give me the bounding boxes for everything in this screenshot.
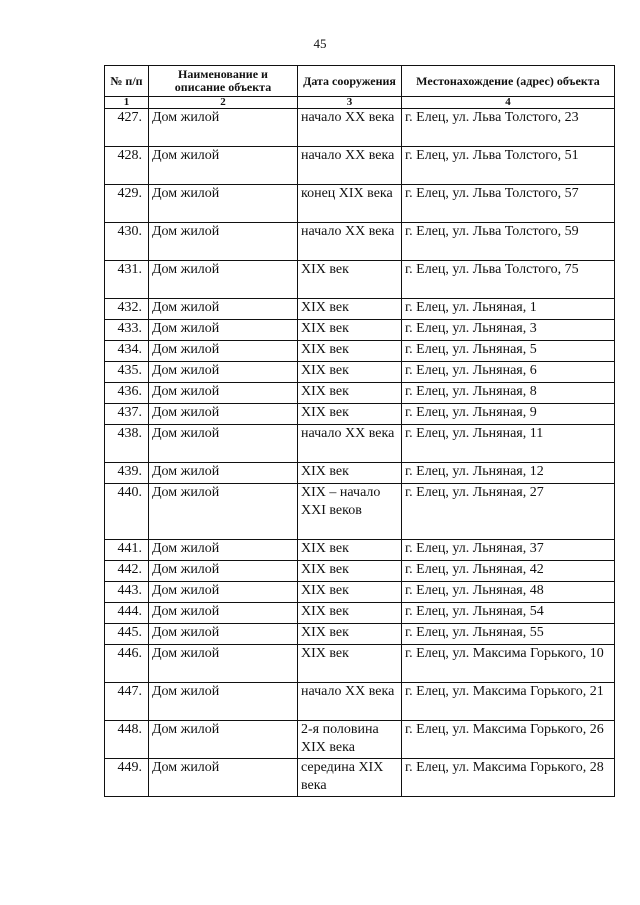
row-date: начало XX века — [298, 425, 402, 463]
row-name: Дом жилой — [149, 721, 298, 759]
row-date: 2-я половина XIX века — [298, 721, 402, 759]
row-address: г. Елец, ул. Льняная, 3 — [402, 320, 615, 341]
row-date: начало XX века — [298, 223, 402, 261]
table-row — [105, 320, 615, 341]
row-name: Дом жилой — [149, 683, 298, 721]
row-number: 434. — [105, 341, 149, 362]
header-number: № п/п — [105, 66, 149, 97]
row-number: 430. — [105, 223, 149, 261]
row-date: начало XX века — [298, 147, 402, 185]
row-address: г. Елец, ул. Льняная, 5 — [402, 341, 615, 362]
table-row — [105, 603, 615, 624]
row-name: Дом жилой — [149, 603, 298, 624]
page-number: 45 — [313, 36, 327, 51]
row-number: 440. — [105, 484, 149, 540]
row-name: Дом жилой — [149, 147, 298, 185]
table-row — [105, 404, 615, 425]
row-address: г. Елец, ул. Льняная, 11 — [402, 425, 615, 463]
row-name: Дом жилой — [149, 624, 298, 645]
row-date: XIX век — [298, 404, 402, 425]
row-name: Дом жилой — [149, 463, 298, 484]
row-address: г. Елец, ул. Льняная, 27 — [402, 484, 615, 540]
row-date: XIX век — [298, 463, 402, 484]
row-number: 445. — [105, 624, 149, 645]
row-number: 437. — [105, 404, 149, 425]
row-address: г. Елец, ул. Максима Горького, 26 — [402, 721, 615, 759]
row-date: XIX век — [298, 603, 402, 624]
row-name: Дом жилой — [149, 223, 298, 261]
column-index-row — [105, 97, 615, 109]
table-row — [105, 582, 615, 603]
objects-table — [104, 65, 615, 797]
row-number: 436. — [105, 383, 149, 404]
row-name: Дом жилой — [149, 425, 298, 463]
table-row — [105, 540, 615, 561]
row-date: начало XX века — [298, 109, 402, 147]
row-name: Дом жилой — [149, 759, 298, 797]
table-row — [105, 185, 615, 223]
row-date: XIX век — [298, 341, 402, 362]
row-date: XIX – начало XXI веков — [298, 484, 402, 540]
row-date: XIX век — [298, 383, 402, 404]
row-number: 428. — [105, 147, 149, 185]
row-address: г. Елец, ул. Максима Горького, 28 — [402, 759, 615, 797]
header-date: Дата сооружения — [298, 66, 402, 97]
table-header-row — [105, 66, 615, 97]
table-row — [105, 463, 615, 484]
table-row — [105, 341, 615, 362]
table-row — [105, 109, 615, 147]
table-row — [105, 624, 615, 645]
row-name: Дом жилой — [149, 362, 298, 383]
header-address: Местонахождение (адрес) объекта — [402, 66, 615, 97]
table-row — [105, 683, 615, 721]
row-address: г. Елец, ул. Льва Толстого, 59 — [402, 223, 615, 261]
table-row — [105, 299, 615, 320]
row-address: г. Елец, ул. Льва Толстого, 57 — [402, 185, 615, 223]
table-row — [105, 261, 615, 299]
row-name: Дом жилой — [149, 320, 298, 341]
row-number: 429. — [105, 185, 149, 223]
row-number: 449. — [105, 759, 149, 797]
table-row — [105, 383, 615, 404]
table-row — [105, 645, 615, 683]
row-number: 441. — [105, 540, 149, 561]
row-date: середина XIX века — [298, 759, 402, 797]
row-date: XIX век — [298, 624, 402, 645]
row-number: 447. — [105, 683, 149, 721]
row-name: Дом жилой — [149, 341, 298, 362]
row-address: г. Елец, ул. Льняная, 37 — [402, 540, 615, 561]
row-number: 435. — [105, 362, 149, 383]
table-row — [105, 721, 615, 759]
row-number: 448. — [105, 721, 149, 759]
column-index: 2 — [149, 97, 298, 109]
table-row — [105, 425, 615, 463]
row-name: Дом жилой — [149, 261, 298, 299]
row-name: Дом жилой — [149, 645, 298, 683]
row-name: Дом жилой — [149, 404, 298, 425]
row-address: г. Елец, ул. Льняная, 12 — [402, 463, 615, 484]
row-number: 427. — [105, 109, 149, 147]
header-name: Наименование и описание объекта — [149, 66, 298, 97]
row-date: XIX век — [298, 362, 402, 383]
table-row — [105, 147, 615, 185]
row-name: Дом жилой — [149, 109, 298, 147]
row-address: г. Елец, ул. Льва Толстого, 23 — [402, 109, 615, 147]
row-date: конец XIX века — [298, 185, 402, 223]
row-date: XIX век — [298, 540, 402, 561]
row-date: XIX век — [298, 582, 402, 603]
row-address: г. Елец, ул. Льняная, 1 — [402, 299, 615, 320]
row-name: Дом жилой — [149, 383, 298, 404]
row-number: 431. — [105, 261, 149, 299]
row-number: 433. — [105, 320, 149, 341]
row-address: г. Елец, ул. Льва Толстого, 51 — [402, 147, 615, 185]
row-number: 443. — [105, 582, 149, 603]
table-row — [105, 759, 615, 797]
row-address: г. Елец, ул. Льняная, 8 — [402, 383, 615, 404]
row-address: г. Елец, ул. Льняная, 48 — [402, 582, 615, 603]
row-number: 444. — [105, 603, 149, 624]
row-number: 439. — [105, 463, 149, 484]
row-date: XIX век — [298, 645, 402, 683]
row-address: г. Елец, ул. Льва Толстого, 75 — [402, 261, 615, 299]
row-name: Дом жилой — [149, 582, 298, 603]
row-address: г. Елец, ул. Льняная, 9 — [402, 404, 615, 425]
row-number: 432. — [105, 299, 149, 320]
row-date: XIX век — [298, 261, 402, 299]
row-date: начало XX века — [298, 683, 402, 721]
row-address: г. Елец, ул. Льняная, 54 — [402, 603, 615, 624]
column-index: 1 — [105, 97, 149, 109]
row-name: Дом жилой — [149, 484, 298, 540]
column-index: 3 — [298, 97, 402, 109]
row-name: Дом жилой — [149, 540, 298, 561]
row-name: Дом жилой — [149, 299, 298, 320]
row-date: XIX век — [298, 320, 402, 341]
row-address: г. Елец, ул. Льняная, 55 — [402, 624, 615, 645]
column-index: 4 — [402, 97, 615, 109]
row-name: Дом жилой — [149, 185, 298, 223]
row-address: г. Елец, ул. Льняная, 6 — [402, 362, 615, 383]
row-date: XIX век — [298, 561, 402, 582]
table-row — [105, 484, 615, 540]
table-row — [105, 362, 615, 383]
row-number: 438. — [105, 425, 149, 463]
table-row — [105, 223, 615, 261]
row-address: г. Елец, ул. Максима Горького, 10 — [402, 645, 615, 683]
row-address: г. Елец, ул. Максима Горького, 21 — [402, 683, 615, 721]
table-row — [105, 561, 615, 582]
row-name: Дом жилой — [149, 561, 298, 582]
row-number: 446. — [105, 645, 149, 683]
row-date: XIX век — [298, 299, 402, 320]
row-number: 442. — [105, 561, 149, 582]
row-address: г. Елец, ул. Льняная, 42 — [402, 561, 615, 582]
